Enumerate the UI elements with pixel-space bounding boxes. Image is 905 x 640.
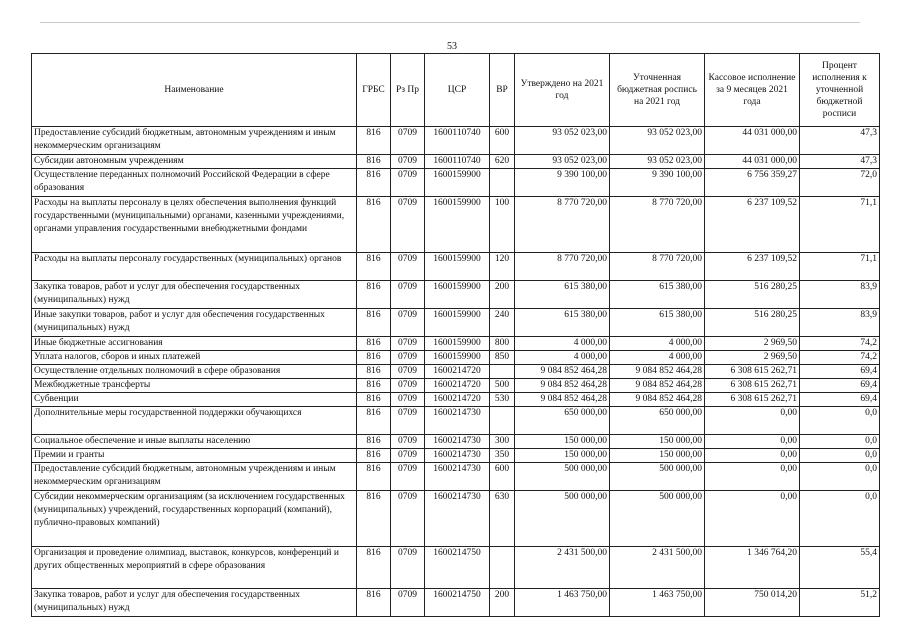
cell-approved: 500 000,00: [515, 491, 610, 547]
table-row: [32, 393, 880, 407]
table-row: [32, 589, 880, 617]
cell-name: Осуществление переданных полномочий Российской Федерации в сфере образования: [32, 169, 357, 197]
cell-rzpr: 0709: [391, 351, 425, 365]
cell-refined: 9 390 100,00: [610, 169, 705, 197]
cell-csr: 1600214720: [425, 393, 490, 407]
cell-percent: 71,1: [800, 253, 880, 281]
cell-csr: 1600159900: [425, 337, 490, 351]
header-percent: Процент исполнения к уточненной бюджетной росписи: [800, 54, 880, 127]
cell-csr: 1600159900: [425, 197, 490, 253]
table-row: [32, 169, 880, 197]
cell-vr: 300: [490, 435, 515, 449]
cell-vr: 620: [490, 155, 515, 169]
cell-cash: 6 308 615 262,71: [705, 379, 800, 393]
cell-percent: 74,2: [800, 351, 880, 365]
cell-rzpr: 0709: [391, 169, 425, 197]
cell-percent: 47,3: [800, 155, 880, 169]
cell-name: Социальное обеспечение и иные выплаты населению: [32, 435, 357, 449]
table-row: [32, 155, 880, 169]
cell-percent: 74,2: [800, 337, 880, 351]
cell-rzpr: 0709: [391, 309, 425, 337]
cell-rzpr: 0709: [391, 379, 425, 393]
cell-refined: 93 052 023,00: [610, 127, 705, 155]
cell-refined: 500 000,00: [610, 463, 705, 491]
cell-cash: 1 346 764,20: [705, 547, 800, 589]
cell-name: Субсидии автономным учреждениям: [32, 155, 357, 169]
header-grbs: ГРБС: [357, 54, 391, 127]
cell-grbs: 816: [357, 309, 391, 337]
cell-csr: 1600214730: [425, 463, 490, 491]
cell-name: Премии и гранты: [32, 449, 357, 463]
cell-percent: 69,4: [800, 393, 880, 407]
cell-cash: 6 237 109,52: [705, 253, 800, 281]
cell-grbs: 816: [357, 491, 391, 547]
cell-approved: 650 000,00: [515, 407, 610, 435]
cell-cash: 0,00: [705, 435, 800, 449]
cell-name: Организация и проведение олимпиад, выставок, конкурсов, конференций и других общественных мероприятий в сфере образования: [32, 547, 357, 589]
cell-csr: 1600214730: [425, 435, 490, 449]
cell-approved: 4 000,00: [515, 337, 610, 351]
cell-vr: 100: [490, 197, 515, 253]
cell-rzpr: 0709: [391, 197, 425, 253]
cell-vr: 530: [490, 393, 515, 407]
cell-approved: 500 000,00: [515, 463, 610, 491]
cell-approved: 9 084 852 464,28: [515, 393, 610, 407]
cell-rzpr: 0709: [391, 127, 425, 155]
cell-csr: 1600159900: [425, 281, 490, 309]
cell-vr: 600: [490, 463, 515, 491]
cell-vr: 200: [490, 281, 515, 309]
cell-approved: 2 431 500,00: [515, 547, 610, 589]
cell-rzpr: 0709: [391, 155, 425, 169]
header-refined: Уточненная бюджетная роспись на 2021 год: [610, 54, 705, 127]
cell-approved: 8 770 720,00: [515, 253, 610, 281]
cell-rzpr: 0709: [391, 435, 425, 449]
cell-csr: 1600214730: [425, 491, 490, 547]
cell-csr: 1600159900: [425, 351, 490, 365]
cell-name: Предоставление субсидий бюджетным, автономным учреждениям и иным некоммерческим организациям: [32, 463, 357, 491]
table-row: [32, 253, 880, 281]
cell-csr: 1600110740: [425, 155, 490, 169]
table-row: [32, 435, 880, 449]
cell-rzpr: 0709: [391, 407, 425, 435]
cell-percent: 72,0: [800, 169, 880, 197]
cell-cash: 516 280,25: [705, 309, 800, 337]
cell-approved: 615 380,00: [515, 281, 610, 309]
cell-grbs: 816: [357, 127, 391, 155]
cell-csr: 1600110740: [425, 127, 490, 155]
cell-percent: 55,4: [800, 547, 880, 589]
cell-refined: 9 084 852 464,28: [610, 379, 705, 393]
cell-vr: [490, 407, 515, 435]
cell-percent: 83,9: [800, 309, 880, 337]
cell-cash: 2 969,50: [705, 337, 800, 351]
cell-grbs: 816: [357, 197, 391, 253]
cell-approved: 1 463 750,00: [515, 589, 610, 617]
cell-refined: 500 000,00: [610, 491, 705, 547]
cell-grbs: 816: [357, 351, 391, 365]
cell-grbs: 816: [357, 281, 391, 309]
header-approved: Утверждено на 2021 год: [515, 54, 610, 127]
cell-refined: 615 380,00: [610, 281, 705, 309]
cell-percent: 0,0: [800, 463, 880, 491]
cell-rzpr: 0709: [391, 463, 425, 491]
page-number: 53: [447, 41, 457, 52]
cell-vr: 120: [490, 253, 515, 281]
cell-vr: [490, 547, 515, 589]
table-header: [32, 54, 880, 127]
cell-rzpr: 0709: [391, 365, 425, 379]
cell-refined: 4 000,00: [610, 337, 705, 351]
cell-percent: 51,2: [800, 589, 880, 617]
cell-cash: 6 308 615 262,71: [705, 393, 800, 407]
cell-percent: 71,1: [800, 197, 880, 253]
cell-cash: 2 969,50: [705, 351, 800, 365]
cell-cash: 0,00: [705, 449, 800, 463]
cell-refined: 150 000,00: [610, 449, 705, 463]
cell-refined: 8 770 720,00: [610, 253, 705, 281]
table-row: [32, 449, 880, 463]
cell-refined: 9 084 852 464,28: [610, 365, 705, 379]
cell-cash: 44 031 000,00: [705, 127, 800, 155]
cell-refined: 93 052 023,00: [610, 155, 705, 169]
cell-percent: 83,9: [800, 281, 880, 309]
cell-grbs: 816: [357, 393, 391, 407]
cell-percent: 69,4: [800, 365, 880, 379]
cell-percent: 69,4: [800, 379, 880, 393]
cell-vr: 600: [490, 127, 515, 155]
cell-approved: 93 052 023,00: [515, 155, 610, 169]
cell-cash: 0,00: [705, 407, 800, 435]
cell-name: Закупка товаров, работ и услуг для обеспечения государственных (муниципальных) нужд: [32, 589, 357, 617]
cell-vr: 630: [490, 491, 515, 547]
cell-csr: 1600214750: [425, 547, 490, 589]
header-vr: ВР: [490, 54, 515, 127]
cell-grbs: 816: [357, 435, 391, 449]
cell-approved: 9 390 100,00: [515, 169, 610, 197]
cell-approved: 150 000,00: [515, 435, 610, 449]
cell-refined: 615 380,00: [610, 309, 705, 337]
cell-rzpr: 0709: [391, 393, 425, 407]
header-name: Наименование: [32, 54, 357, 127]
cell-percent: 0,0: [800, 407, 880, 435]
cell-csr: 1600159900: [425, 309, 490, 337]
cell-name: Межбюджетные трансферты: [32, 379, 357, 393]
cell-approved: 615 380,00: [515, 309, 610, 337]
cell-name: Уплата налогов, сборов и иных платежей: [32, 351, 357, 365]
cell-name: Предоставление субсидий бюджетным, автономным учреждениям и иным некоммерческим организациям: [32, 127, 357, 155]
cell-name: Субвенции: [32, 393, 357, 407]
table-row: [32, 463, 880, 491]
cell-cash: 750 014,20: [705, 589, 800, 617]
cell-rzpr: 0709: [391, 281, 425, 309]
table-row: [32, 337, 880, 351]
table-row: [32, 351, 880, 365]
table-row: [32, 491, 880, 547]
cell-csr: 1600214750: [425, 589, 490, 617]
cell-rzpr: 0709: [391, 491, 425, 547]
table-row: [32, 379, 880, 393]
cell-grbs: 816: [357, 337, 391, 351]
cell-name: Субсидии некоммерческим организациям (за исключением государственных (муниципальных) учреждений, государственных корпораций (компаний), публично-правовых компаний): [32, 491, 357, 547]
cell-name: Расходы на выплаты персоналу государственных (муниципальных) органов: [32, 253, 357, 281]
header-cash: Кассовое исполнение за 9 месяцев 2021 года: [705, 54, 800, 127]
table-row: [32, 197, 880, 253]
table-row: [32, 547, 880, 589]
cell-vr: 240: [490, 309, 515, 337]
table-body: [32, 127, 880, 617]
cell-refined: 4 000,00: [610, 351, 705, 365]
cell-vr: [490, 169, 515, 197]
cell-csr: 1600214720: [425, 379, 490, 393]
cell-grbs: 816: [357, 547, 391, 589]
cell-csr: 1600214720: [425, 365, 490, 379]
cell-grbs: 816: [357, 155, 391, 169]
cell-name: Осуществление отдельных полномочий в сфере образования: [32, 365, 357, 379]
cell-cash: 44 031 000,00: [705, 155, 800, 169]
cell-grbs: 816: [357, 589, 391, 617]
cell-grbs: 816: [357, 169, 391, 197]
cell-percent: 0,0: [800, 491, 880, 547]
cell-approved: 93 052 023,00: [515, 127, 610, 155]
cell-vr: 350: [490, 449, 515, 463]
table-row: [32, 127, 880, 155]
cell-refined: 8 770 720,00: [610, 197, 705, 253]
cell-rzpr: 0709: [391, 589, 425, 617]
cell-name: Иные бюджетные ассигнования: [32, 337, 357, 351]
cell-approved: 9 084 852 464,28: [515, 379, 610, 393]
cell-rzpr: 0709: [391, 449, 425, 463]
header-rzpr: Рз Пр: [391, 54, 425, 127]
cell-grbs: 816: [357, 365, 391, 379]
cell-cash: 516 280,25: [705, 281, 800, 309]
cell-refined: 650 000,00: [610, 407, 705, 435]
cell-vr: [490, 365, 515, 379]
cell-percent: 47,3: [800, 127, 880, 155]
cell-approved: 9 084 852 464,28: [515, 365, 610, 379]
cell-name: Иные закупки товаров, работ и услуг для обеспечения государственных (муниципальных) нужд: [32, 309, 357, 337]
table-row: [32, 365, 880, 379]
table-row: [32, 281, 880, 309]
header-csr: ЦСР: [425, 54, 490, 127]
cell-cash: 0,00: [705, 463, 800, 491]
cell-vr: 200: [490, 589, 515, 617]
cell-csr: 1600159900: [425, 253, 490, 281]
cell-rzpr: 0709: [391, 253, 425, 281]
cell-grbs: 816: [357, 463, 391, 491]
cell-percent: 0,0: [800, 435, 880, 449]
cell-refined: 9 084 852 464,28: [610, 393, 705, 407]
cell-csr: 1600214730: [425, 407, 490, 435]
cell-refined: 2 431 500,00: [610, 547, 705, 589]
cell-approved: 4 000,00: [515, 351, 610, 365]
cell-cash: 6 237 109,52: [705, 197, 800, 253]
cell-approved: 8 770 720,00: [515, 197, 610, 253]
cell-grbs: 816: [357, 379, 391, 393]
cell-csr: 1600159900: [425, 169, 490, 197]
cell-vr: 500: [490, 379, 515, 393]
cell-vr: 800: [490, 337, 515, 351]
table-row: [32, 309, 880, 337]
cell-refined: 1 463 750,00: [610, 589, 705, 617]
cell-rzpr: 0709: [391, 337, 425, 351]
cell-name: Закупка товаров, работ и услуг для обеспечения государственных (муниципальных) нужд: [32, 281, 357, 309]
cell-percent: 0,0: [800, 449, 880, 463]
scan-artifact-line: [40, 22, 860, 23]
budget-execution-table: [31, 53, 880, 617]
cell-grbs: 816: [357, 449, 391, 463]
cell-csr: 1600214730: [425, 449, 490, 463]
cell-refined: 150 000,00: [610, 435, 705, 449]
cell-cash: 0,00: [705, 491, 800, 547]
cell-cash: 6 308 615 262,71: [705, 365, 800, 379]
cell-name: Дополнительные меры государственной поддержки обучающихся: [32, 407, 357, 435]
cell-cash: 6 756 359,27: [705, 169, 800, 197]
cell-grbs: 816: [357, 407, 391, 435]
cell-vr: 850: [490, 351, 515, 365]
cell-name: Расходы на выплаты персоналу в целях обеспечения выполнения функций государственными (муниципальными) органами, казенными учреждениями, органами управления государственными внебюджетными фондами: [32, 197, 357, 253]
cell-grbs: 816: [357, 253, 391, 281]
cell-approved: 150 000,00: [515, 449, 610, 463]
cell-rzpr: 0709: [391, 547, 425, 589]
table-row: [32, 407, 880, 435]
